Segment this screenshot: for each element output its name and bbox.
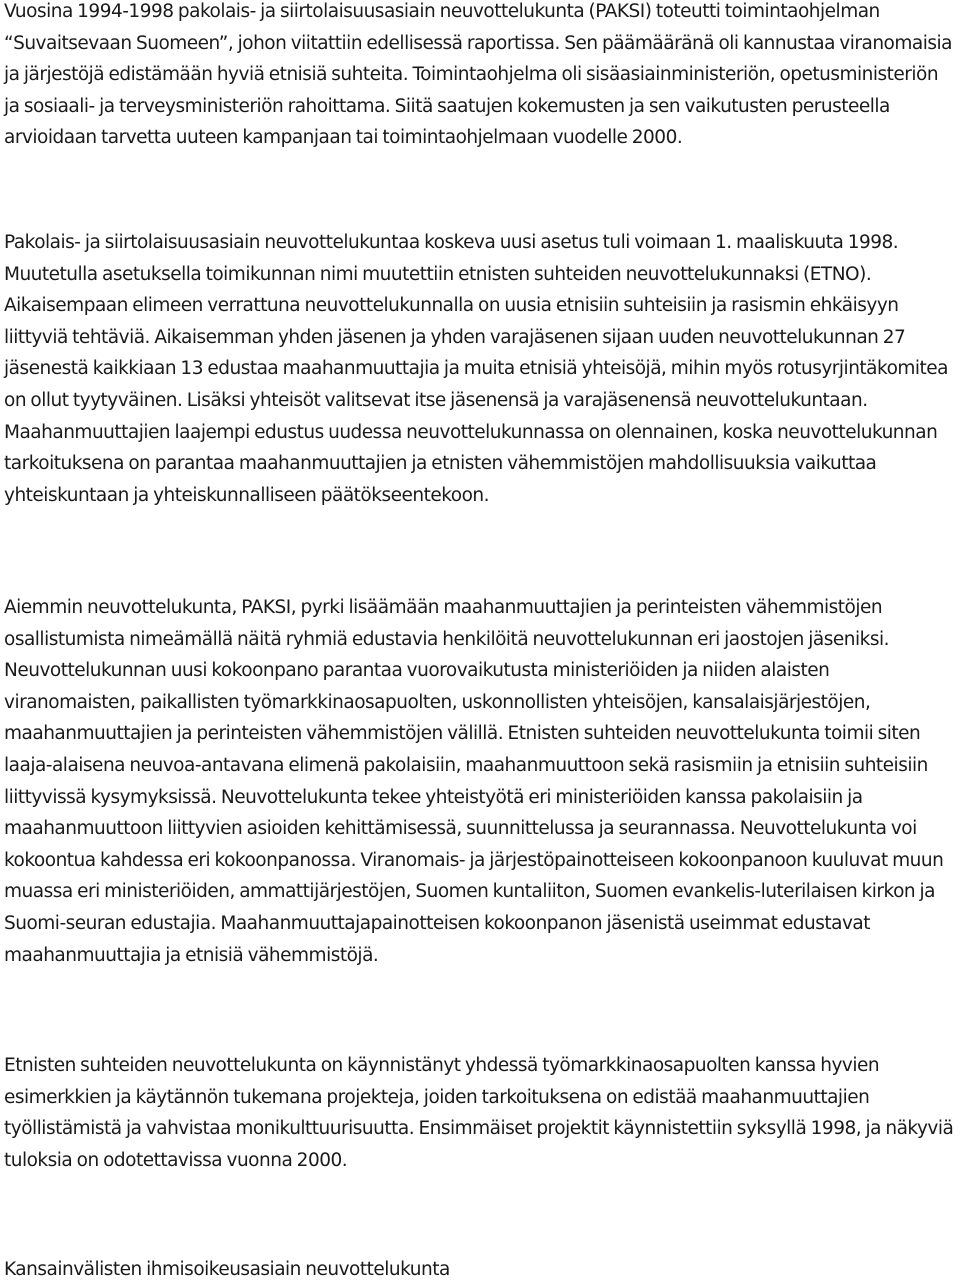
paragraph-paksi-program: Vuosina 1994-1998 pakolais- ja siirtolaisuusasiain neuvottelukunta (PAKSI) toteutti toimintaohjelman “Suvaitsevaan Suomeen”, johon viitattiin edellisessä raportissa. Sen päämääränä oli kannustaa viranomaisia ja järjestöjä edistämään hyviä etnisiä suhteita. Toimintaohjelma oli sisäasiainministeriön, opetusministeriön ja sosiaali- ja terveysministeriön rahoittama. Siitä saatujen kokemusten ja sen vaikutusten perusteella arvioidaan tarvetta uuteen kampanjaan tai toimintaohjelmaan vuodelle 2000. <box>4 1 952 149</box>
paragraph-council-composition: Aiemmin neuvottelukunta, PAKSI, pyrki lisäämään maahanmuuttajien ja perinteisten vähemmistöjen osallistumista nimeämällä näitä ryhmiä edustavia henkilöitä neuvottelukunnan eri jaostojen jäseniksi. Neuvottelukunnan uusi kokoonpano parantaa vuorovaikutusta ministeriöiden ja niiden alaisten viranomaisten, paikallisten työmarkkinaosapuolten, uskonnollisten yhteisöjen, kansalaisjärjestöjen, maahanmuuttajien ja perinteisten vähemmistöjen välillä. Etnisten suhteiden neuvottelukunta toimii siten laaja-alaisena neuvoa-antavana elimenä pakolaisiin, maahanmuuttoon sekä rasismiin ja etnisiin suhteisiin liittyvissä kysymyksissä. Neuvottelukunta tekee yhteistyötä eri ministeriöiden kanssa pakolaisiin ja maahanmuuttoon liittyvien asioiden kehittämisessä, suunnittelussa ja seurannassa. Neuvottelukunta voi kokoontua kahdessa eri kokoonpanossa. Viranomais- ja järjestöpainotteiseen kokoonpanoon kuuluvat muun muassa eri ministeriöiden, ammattijärjestöjen, Suomen kuntaliiton, Suomen evankelis-luterilaisen kirkon ja Suomi-seuran edustajia. Maahanmuuttajapainotteisen kokoonpanon jäsenistä useimmat edustavat maahanmuuttajia ja etnisiä vähemmistöjä. <box>4 597 944 966</box>
section-heading-human-rights-council: Kansainvälisten ihmisoikeusasiain neuvottelukunta <box>4 1259 450 1280</box>
paragraph-employment-projects: Etnisten suhteiden neuvottelukunta on käynnistänyt yhdessä työmarkkinaosapuolten kanssa hyvien esimerkkien ja käytännön tukemana projekteja, joiden tarkoituksena on edistää maahanmuuttajien työllistämistä ja vahvistaa monikulttuurisuutta. Ensimmäiset projektit käynnistettiin syksyllä 1998, ja näkyviä tuloksia on odotettavissa vuonna 2000. <box>4 1055 954 1171</box>
paragraph-new-decree-etno: Pakolais- ja siirtolaisuusasiain neuvottelukuntaa koskeva uusi asetus tuli voimaan 1. maaliskuuta 1998. Muutetulla asetuksella toimikunnan nimi muutettiin etnisten suhteiden neuvottelukunnaksi (ETNO). Aikaisempaan elimeen verrattuna neuvottelukunnalla on uusia etnisiin suhteisiin ja rasismin ehkäisyyn liittyviä tehtäviä. Aikaisemman yhden jäsenen ja yhden varajäsenen sijaan uuden neuvottelukunnan 27 jäsenestä kaikkiaan 13 edustaa maahanmuuttajia ja muita etnisiä yhteisöjä, mihin myös rotusyrjintäkomitea on ollut tyytyväinen. Lisäksi yhteisöt valitsevat itse jäsenensä ja varajäsenensä neuvottelukuntaan. Maahanmuuttajien laajempi edustus uudessa neuvottelukunnassa on olennainen, koska neuvottelukunnan tarkoituksena on parantaa maahanmuuttajien ja etnisten vähemmistöjen mahdollisuuksia vaikuttaa yhteiskuntaan ja yhteiskunnalliseen päätökseentekoon. <box>4 232 949 506</box>
